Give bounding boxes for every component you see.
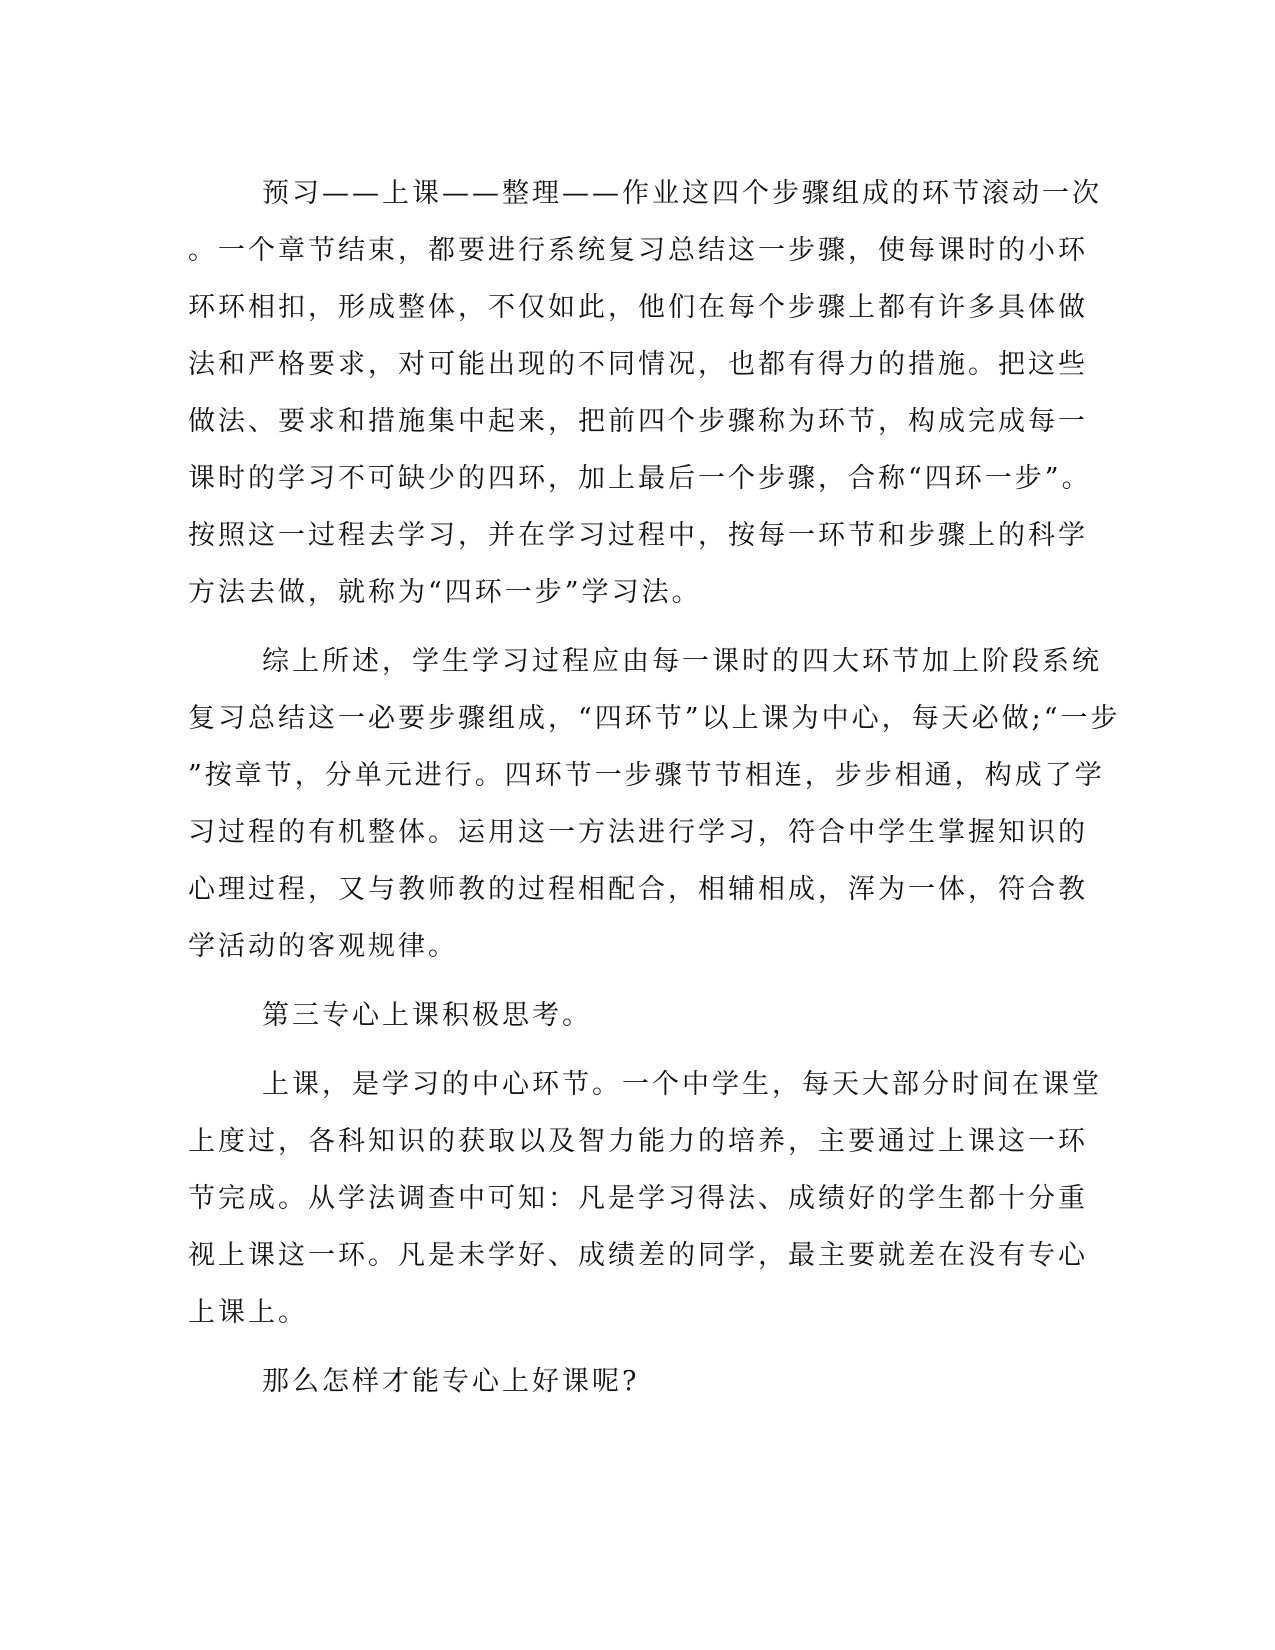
paragraph-four-step-method — [188, 165, 1102, 621]
text-line: 做法、要求和措施集中起来，把前四个步骤称为环节，构成完成每一 — [188, 406, 1088, 437]
text-line: 那么怎样才能专心上好课呢? — [262, 1366, 640, 1397]
text-line: 按照这一过程去学习，并在学习过程中，按每一环节和步骤上的科学 — [188, 520, 1088, 551]
text-line: 第三专心上课积极思考。 — [262, 1000, 592, 1031]
text-line: ”按章节，分单元进行。四环节一步骤节节相连，步步相通，构成了学 — [188, 760, 1105, 791]
paragraph-spacer — [188, 975, 1073, 987]
text-line: 心理过程，又与教师教的过程相配合，相辅相成，浑为一体，符合教 — [188, 874, 1088, 905]
paragraph-spacer — [188, 1044, 1073, 1056]
text-line: 学活动的客观规律。 — [188, 931, 458, 962]
paragraph-question — [188, 1353, 1073, 1410]
text-line: 复习总结这一必要步骤组成，“四环节”以上课为中心，每天必做;“一步 — [188, 703, 1121, 734]
text-line: 方法去做，就称为“四环一步”学习法。 — [188, 577, 702, 608]
paragraph-summary — [188, 633, 1121, 975]
text-line: 视上课这一环。凡是未学好、成绩差的同学，最主要就差在没有专心 — [188, 1240, 1088, 1271]
paragraph-spacer — [188, 621, 1073, 633]
text-line: 法和严格要求，对可能出现的不同情况，也都有得力的措施。把这些 — [188, 349, 1088, 380]
text-line: 预习——上课——整理——作业这四个步骤组成的环节滚动一次 — [262, 178, 1102, 209]
text-line: 上课上。 — [188, 1297, 308, 1328]
text-line: 习过程的有机整体。运用这一方法进行学习，符合中学生掌握知识的 — [188, 817, 1088, 848]
paragraph-spacer — [188, 1341, 1073, 1353]
text-line: 环环相扣，形成整体，不仅如此，他们在每个步骤上都有许多具体做 — [188, 292, 1088, 323]
body-text — [188, 165, 1121, 1410]
text-line: 上度过，各科知识的获取以及智力能力的培养，主要通过上课这一环 — [188, 1126, 1088, 1157]
text-line: 综上所述，学生学习过程应由每一课时的四大环节加上阶段系统 — [262, 646, 1102, 677]
text-line: 。一个章节结束，都要进行系统复习总结这一步骤，使每课时的小环 — [188, 235, 1088, 266]
paragraph-attend-class — [188, 1056, 1102, 1341]
section-heading-third — [188, 987, 1073, 1044]
text-line: 节完成。从学法调查中可知：凡是学习得法、成绩好的学生都十分重 — [188, 1183, 1088, 1214]
text-line: 课时的学习不可缺少的四环，加上最后一个步骤，合称“四环一步”。 — [188, 463, 1092, 494]
text-line: 上课，是学习的中心环节。一个中学生，每天大部分时间在课堂 — [262, 1069, 1102, 1100]
